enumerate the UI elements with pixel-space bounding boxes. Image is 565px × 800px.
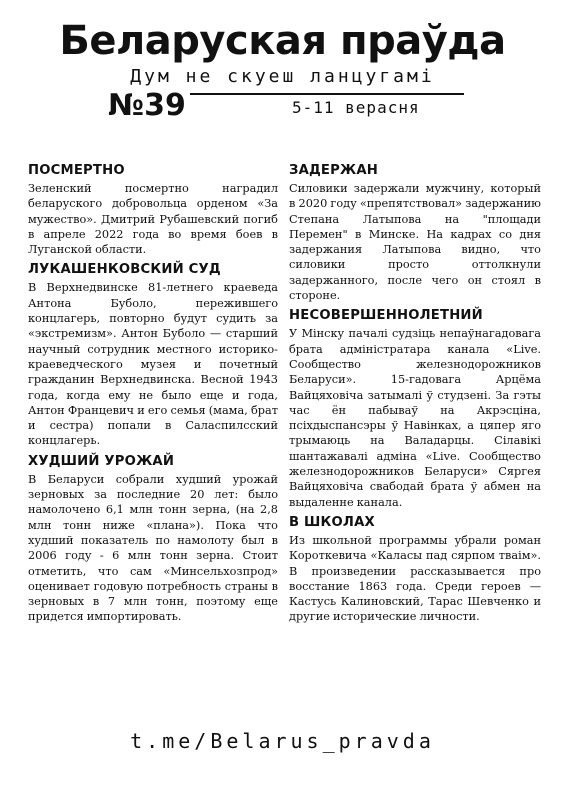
article-minor	[289, 307, 541, 510]
article-headline: ПОСМЕРТНО	[28, 163, 125, 178]
masthead-title: Беларуская праўда	[59, 18, 506, 64]
issue-number: №39	[108, 88, 186, 123]
article-body: В Беларуси собрали худший урожай зерновых за последние 20 лет: было намолочено 6,1 млн тонн зерна, (на 2,8 млн тонн ниже «плана»). Пока что худший показатель по намолоту был в 2006 году - 6 млн тонн зерна. Стоит отметить, что сам «Минсельхозпрод» оценивает годовую потребность страны в зерновых в 7 млн тонн, поэтому еще придется импортировать.	[28, 472, 278, 624]
article-headline: ХУДШИЙ УРОЖАЙ	[28, 453, 175, 469]
masthead-motto: Дум не скуеш ланцугамі	[130, 66, 435, 87]
left-column	[28, 162, 278, 629]
article-body: Из школьной программы убрали роман Короткевича «Каласы пад сярпом тваім». В произведении рассказывается про восстание 1863 года. Среди героев — Кастусь Калиновский, Тарас Шевченко и другие исторические личности.	[289, 533, 541, 624]
right-column	[289, 162, 541, 629]
article-posthumous	[28, 162, 278, 257]
article-detained	[289, 162, 541, 303]
issue-rule	[190, 93, 464, 95]
article-body: В Верхнедвинске 81-летнего краеведа Антона Буболо, пережившего концлагерь, повторно будут судить за «экстремизм». Антон Буболо — старший научный сотрудник местного историко-краеведческого музея и почетный гражданин Верхнедвинска. Весной 1943 года, когда ему не было еще и года, Антон Францевич и его семья (мама, брат и сестра) попали в Саласпилсский концлагерь.	[28, 281, 278, 448]
article-schools	[289, 514, 541, 625]
article-headline: ЗАДЕРЖАН	[289, 163, 378, 178]
article-body: Зеленский посмертно наградил беларуского добровольца орденом «За мужество». Дмитрий Рубашевский погиб в апреле 2022 года во время боев в Луганской области.	[28, 182, 278, 257]
article-body: Силовики задержали мужчину, который в 2020 году «препятствовал» задержанию Степана Латыпова на "площади Перемен" в Минске. На кадрах со дня задержания Латыпова видно, что силовики просто оттолкнули задержанного, после чего он стоял в стороне.	[289, 182, 541, 303]
article-body: У Мінску пачалі судзіць непаўнагадовага брата адміністратара канала «Live. Сообщество железнодорожников Беларуси». 15-гадовага Арцёма Вайцяховіча затымалі ў студзені. За гэты час ён пабываў на Акрэсціна, псіхдыспансэры ў Навінках, а цяпер яго трымаюць на Валадарцы. Сілавікі шантажавалі адміна «Live. Сообщество железнодорожников Беларуси» Сяргея Вайцяховіча свабодай брата ў абмен на выдаленне канала.	[289, 327, 541, 509]
issue-dates: 5-11 верасня	[292, 98, 420, 117]
article-headline: ЛУКАШЕНКОВСКИЙ СУД	[28, 262, 221, 278]
article-headline: В ШКОЛАХ	[289, 514, 375, 530]
article-lukashenko-court	[28, 261, 278, 448]
article-headline: НЕСОВЕРШЕННОЛЕТНИЙ	[289, 308, 483, 324]
article-worst-harvest	[28, 453, 278, 625]
footer-telegram-link[interactable]: t.me/Belarus_pravda	[130, 729, 435, 753]
